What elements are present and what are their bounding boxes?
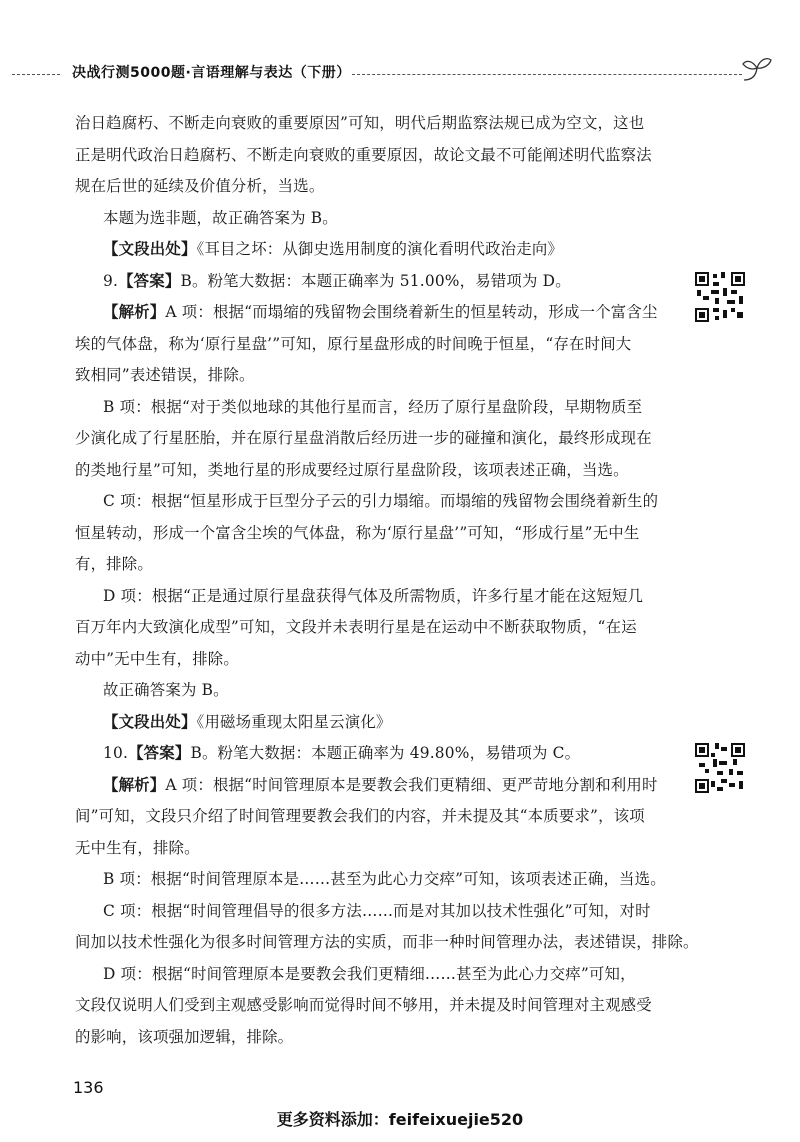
text-line: 规在后世的延续及价值分析，当选。 bbox=[75, 177, 325, 195]
text-line: D 项：根据“正是通过原行星盘获得气体及所需物质，许多行星才能在这短短几 bbox=[103, 586, 644, 605]
header-title: 决战行测5000题·言语理解与表达（下册） bbox=[72, 65, 351, 81]
header-rule-left bbox=[12, 74, 60, 75]
text-line: 致相同”表述错误，排除。 bbox=[75, 366, 255, 384]
answer-label: 【答案】 bbox=[118, 271, 181, 290]
qr-code-icon[interactable] bbox=[695, 743, 745, 793]
analysis-label: 【解析】 bbox=[103, 775, 166, 794]
text-line: B 项：根据“时间管理原本是……甚至为此心力交瘁”可知，该项表述正确，当选。 bbox=[103, 870, 666, 888]
text-line: 故正确答案为 B。 bbox=[103, 681, 229, 699]
sprout-icon bbox=[740, 54, 774, 84]
question-number: 9. bbox=[103, 271, 119, 290]
footer-note: 更多资料添加：feifeixuejie520 bbox=[276, 1110, 524, 1129]
text-line: 恒星转动，形成一个富含尘埃的气体盘，称为‘原行星盘’”可知，“形成行星”无中生 bbox=[75, 523, 640, 542]
source-line-9 bbox=[75, 707, 670, 739]
text-line: 少演化成了行星胚胎，并在原行星盘消散后经历进一步的碰撞和演化，最终形成现在 bbox=[75, 429, 652, 447]
analysis-text: A 项：根据“而塌缩的残留物会围绕着新生的恒星转动，形成一个富含尘 bbox=[165, 303, 658, 321]
qr-code-icon[interactable] bbox=[695, 272, 745, 322]
question-number: 10. bbox=[103, 744, 129, 762]
source-line-8 bbox=[75, 234, 670, 266]
text-line: 的类地行星”可知，类地行星的形成要经过原行星盘阶段，该项表述正确，当选。 bbox=[75, 460, 629, 479]
analysis-line bbox=[75, 770, 670, 802]
text-line: 百万年内大致演化成型”可知，文段并未表明行星是在运动中不断获取物质，“在运 bbox=[75, 618, 637, 636]
text-line: 的影响，该项强加逻辑，排除。 bbox=[75, 1027, 294, 1046]
source-title: 《用磁场重现太阳星云演化》 bbox=[196, 712, 392, 731]
text-line: 动中”无中生有，排除。 bbox=[75, 649, 239, 668]
text-line: 治日趋腐朽、不断走向衰败的重要原因”可知，明代后期监察法规已成为空文，这也 bbox=[75, 114, 645, 132]
text-line: 间加以技术性强化为很多时间管理方法的实质，而非一种时间管理办法，表述错误，排除。 bbox=[75, 933, 699, 951]
analysis-line bbox=[75, 297, 670, 329]
analysis-text: A 项：根据“时间管理原本是要教会我们更精细、更严苛地分割和利用时 bbox=[165, 775, 658, 794]
answer-line-9 bbox=[75, 266, 670, 298]
answer-body bbox=[75, 108, 699, 1053]
answer-line-10 bbox=[75, 738, 670, 770]
header-rule-right bbox=[352, 74, 742, 75]
text-line: C 项：根据“时间管理倡导的很多方法……而是对其加以技术性强化”可知，对时 bbox=[103, 901, 651, 920]
answer-text: B。粉笔大数据：本题正确率为 51.00%，易错项为 D。 bbox=[180, 271, 571, 290]
source-title: 《耳目之坏：从御史选用制度的演化看明代政治走向》 bbox=[196, 240, 564, 258]
text-line: 文段仅说明人们受到主观感受影响而觉得时间不够用，并未提及时间管理对主观感受 bbox=[75, 996, 652, 1014]
text-line: 无中生有，排除。 bbox=[75, 838, 200, 857]
text-line: D 项：根据“时间管理原本是要教会我们更精细……甚至为此心力交瘁”可知， bbox=[103, 964, 636, 983]
source-label: 【文段出处】 bbox=[103, 240, 197, 258]
text-line: 埃的气体盘，称为‘原行星盘’”可知，原行星盘形成的时间晚于恒星，“存在时间大 bbox=[75, 334, 632, 353]
text-line: 有，排除。 bbox=[75, 555, 153, 573]
text-line: B 项：根据“对于类似地球的其他行星而言，经历了原行星盘阶段，早期物质至 bbox=[103, 397, 643, 416]
text-line: 本题为选非题，故正确答案为 B。 bbox=[103, 208, 338, 227]
answer-text: B。粉笔大数据：本题正确率为 49.80%，易错项为 C。 bbox=[190, 744, 581, 762]
text-line: C 项：根据“恒星形成于巨型分子云的引力塌缩。而塌缩的残留物会围绕着新生的 bbox=[103, 492, 659, 510]
answer-label: 【答案】 bbox=[128, 744, 191, 762]
page-number: 136 bbox=[73, 1078, 104, 1097]
text-line: 正是明代政治日趋腐朽、不断走向衰败的重要原因，故论文最不可能阐述明代监察法 bbox=[75, 145, 652, 164]
source-label: 【文段出处】 bbox=[103, 712, 197, 731]
analysis-label: 【解析】 bbox=[103, 303, 166, 321]
text-line: 间”可知，文段只介绍了时间管理要教会我们的内容，并未提及其“本质要求”，该项 bbox=[75, 807, 645, 825]
page-header bbox=[12, 58, 782, 92]
